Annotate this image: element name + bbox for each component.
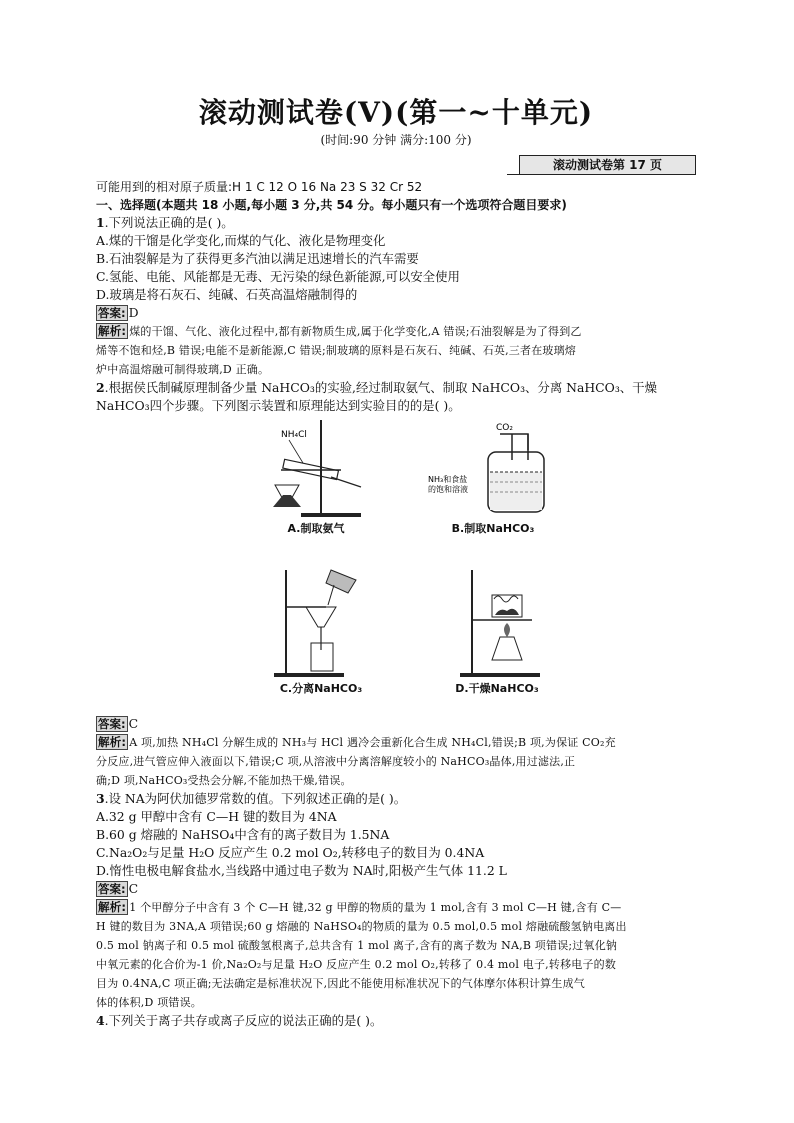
figure-a-caption: A.制取氨气 xyxy=(287,522,345,535)
question-2-answer xyxy=(96,715,700,733)
atomic-masses: 可能用到的相对原子质量:H 1 C 12 O 16 Na 23 S 32 Cr 52 xyxy=(96,180,423,194)
analysis-line: 0.5 mol 钠离子和 0.5 mol 硫酸氢根离子,总共含有 1 mol 离子,含有的离子数为 NA,B 项错误;过氧化钠 xyxy=(96,939,618,952)
question-3-option-a: A.32 g 甲醇中含有 C—H 键的数目为 4NA xyxy=(96,809,337,824)
question-1-option-c: C.氢能、电能、风能都是无毒、无污染的绿色新能源,可以安全使用 xyxy=(96,269,460,284)
section-heading-text: 一、选择题(本题共 18 小题,每小题 3 分,共 54 分。每小题只有一个选项符合题目要求) xyxy=(96,198,567,212)
question-text: .下列关于离子共存或离子反应的说法正确的是( )。 xyxy=(104,1013,383,1028)
analysis-tag: 解析: xyxy=(98,900,127,914)
figure-c xyxy=(246,565,396,698)
analysis-line: A 项,加热 NH₄Cl 分解生成的 NH₃与 HCl 遇冷会重新化合生成 NH₄Cl,错误;B 项,为保证 CO₂充 xyxy=(129,736,616,749)
question-number: 4 xyxy=(96,1013,105,1028)
question-text: .根据侯氏制碱原理制备少量 NaHCO₃的实验,经过制取氨气、制取 NaHCO₃、分离 NaHCO₃、干燥 xyxy=(104,380,657,395)
analysis-tag: 解析: xyxy=(98,324,127,338)
question-1-option-d: D.玻璃是将石灰石、纯碱、石英高温熔融制得的 xyxy=(96,287,358,302)
answer-tag: 答案: xyxy=(98,717,126,731)
question-3-answer xyxy=(96,880,700,898)
question-4-stem xyxy=(96,1012,700,1030)
analysis-line: 1 个甲醇分子中含有 3 个 C—H 键,32 g 甲醇的物质的量为 1 mol,含有 3 mol C—H 键,含有 C— xyxy=(129,901,622,914)
question-2-stem xyxy=(96,379,700,397)
question-3-option-b: B.60 g 熔融的 NaHSO₄中含有的离子数目为 1.5NA xyxy=(96,827,390,842)
figure-b xyxy=(418,420,568,538)
analysis-line: 分反应,进气管应伸入液面以下,错误;C 项,从溶液中分离溶解度较小的 NaHCO₃晶体,用过滤法,正 xyxy=(96,755,576,768)
analysis-line: 中氧元素的化合价为-1 价,Na₂O₂与足量 H₂O 反应产生 0.2 mol O₂,转移了 0.4 mol 电子,转移电子的数 xyxy=(96,958,617,971)
figure-a-apparatus xyxy=(251,415,381,520)
question-number: 2 xyxy=(96,380,105,395)
question-3-option-c: C.Na₂O₂与足量 H₂O 反应产生 0.2 mol O₂,转移电子的数目为 0.4NA xyxy=(96,845,485,860)
question-3-option-d: D.惰性电极电解食盐水,当线路中通过电子数为 NA时,阳极产生气体 11.2 L xyxy=(96,863,507,878)
question-1-option-b: B.石油裂解是为了获得更多汽油以满足迅速增长的汽车需要 xyxy=(96,251,419,266)
page-subtitle: (时间:90 分钟 满分:100 分) xyxy=(320,133,472,147)
figure-d-apparatus xyxy=(432,565,562,680)
question-1-answer xyxy=(96,304,700,322)
figure-d-caption: D.干燥NaHCO₃ xyxy=(455,682,539,695)
question-number: 3 xyxy=(96,791,105,806)
question-number: 1 xyxy=(96,215,105,230)
question-text: .下列说法正确的是( )。 xyxy=(104,215,234,230)
question-3-analysis xyxy=(96,898,700,1012)
figure-b-solution-label-2: 的饱和溶液 xyxy=(428,485,468,494)
analysis-line: 炉中高温熔融可制得玻璃,D 正确。 xyxy=(96,363,270,376)
answer-value: C xyxy=(128,716,139,731)
page-tag: 滚动测试卷第 17 页 xyxy=(519,155,696,175)
section-heading xyxy=(96,196,700,214)
question-1-option-a: A.煤的干馏是化学变化,而煤的气化、液化是物理变化 xyxy=(96,233,386,248)
figure-b-apparatus xyxy=(428,420,558,520)
analysis-line: 煤的干馏、气化、液化过程中,都有新物质生成,属于化学变化,A 错误;石油裂解是为了得到乙 xyxy=(129,325,582,338)
figure-b-gas-label: CO₂ xyxy=(496,423,513,433)
figure-c-caption: C.分离NaHCO₃ xyxy=(279,682,363,695)
apparatus-figures xyxy=(96,415,700,715)
analysis-line: 目为 0.4NA,C 项正确;无法确定是标准状况下,因此不能使用标准状况下的气体摩尔体积计算生成气 xyxy=(96,977,585,990)
analysis-line: H 键的数目为 3NA,A 项错误;60 g 熔融的 NaHSO₄的物质的量为 0.5 mol,0.5 mol 熔融硫酸氢钠电离出 xyxy=(96,920,627,933)
analysis-line: 确;D 项,NaHCO₃受热会分解,不能加热干燥,错误。 xyxy=(96,774,352,787)
content xyxy=(96,178,700,1030)
answer-value: D xyxy=(128,305,139,320)
analysis-tag: 解析: xyxy=(98,735,127,749)
figure-c-apparatus xyxy=(256,565,386,680)
question-3-stem xyxy=(96,790,700,808)
figure-a xyxy=(241,415,391,538)
exam-page xyxy=(96,96,696,1028)
figure-b-caption: B.制取NaHCO₃ xyxy=(451,522,535,535)
page-title: 滚动测试卷(Ⅴ)(第一~十单元) xyxy=(198,96,594,129)
answer-tag: 答案: xyxy=(98,306,126,320)
analysis-line: 烯等不饱和烃,B 错误;电能不是新能源,C 错误;制玻璃的原料是石灰石、纯碱、石英,三者在玻璃熔 xyxy=(96,344,576,357)
figure-a-label: NH₄Cl xyxy=(281,430,307,440)
analysis-line: 体的体积,D 项错误。 xyxy=(96,996,203,1009)
figure-b-solution-label: NH₃和食盐 xyxy=(428,475,468,484)
question-1-stem xyxy=(96,214,700,232)
question-2-stem-cont: NaHCO₃四个步骤。下列图示装置和原理能达到实验目的的是( )。 xyxy=(96,398,461,413)
answer-tag: 答案: xyxy=(98,882,126,896)
question-1-analysis xyxy=(96,322,700,379)
answer-value: C xyxy=(128,881,139,896)
question-2-analysis xyxy=(96,733,700,790)
question-text: .设 NA为阿伏加德罗常数的值。下列叙述正确的是( )。 xyxy=(104,791,407,806)
figure-d xyxy=(422,565,572,698)
